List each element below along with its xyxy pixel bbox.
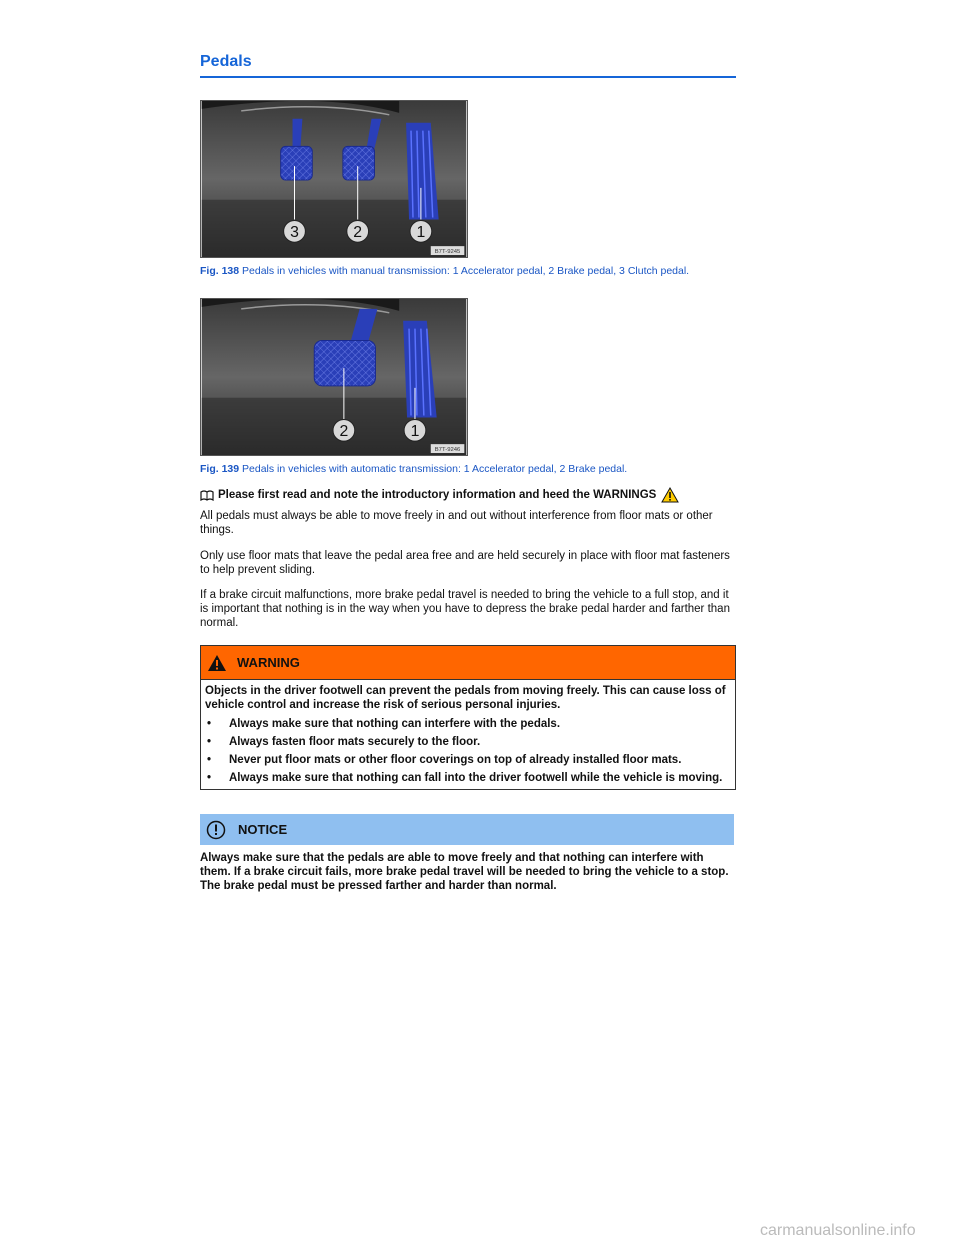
section-title: Pedals — [200, 52, 736, 78]
book-icon — [200, 490, 214, 501]
notice-box — [200, 814, 734, 893]
figure-number: Fig. 139 — [200, 463, 240, 475]
warning-bullet: • Never put floor mats or other floor coverings on top of already installed floor mats. — [207, 754, 682, 766]
manual-transmission-pedals-image — [200, 100, 468, 258]
warning-header — [201, 646, 735, 680]
notice-text: Always make sure that the pedals are able to move freely and that nothing can interfere with them. If a brake circuit fails, more brake pedal travel will be needed to bring the vehicle to a stop. The brake pedal must be pressed farther and harder than normal. — [200, 852, 729, 892]
warning-body — [201, 680, 735, 789]
figure-caption — [200, 463, 736, 476]
image-code: B7T-9246 — [434, 447, 461, 454]
warning-triangle-icon — [207, 654, 227, 672]
paragraph: If a brake circuit malfunctions, more brake pedal travel is needed to bring the vehicle to a full stop, and it is important that nothing is in the way when you have to depress the brake pedal harder and farther than normal. — [200, 589, 730, 629]
page-content — [200, 52, 736, 893]
callout-1: 1 — [416, 224, 426, 242]
figure-caption-text: Pedals in vehicles with automatic transmission: 1 Accelerator pedal, 2 Brake pedal. — [239, 463, 628, 475]
exclamation-circle-icon — [206, 820, 226, 840]
figure-number: Fig. 138 — [200, 265, 240, 277]
paragraph: Only use floor mats that leave the pedal area free and are held securely in place with floor mat fasteners to help prevent sliding. — [200, 549, 730, 576]
image-code: B7T-9245 — [434, 249, 461, 256]
callout-2: 2 — [339, 423, 349, 441]
callout-1: 1 — [410, 423, 420, 441]
figure-139 — [200, 298, 736, 476]
warning-bullet: • Always make sure that nothing can fall into the driver footwell while the vehicle is moving. — [207, 772, 723, 784]
figure-caption-text: Pedals in vehicles with manual transmission: 1 Accelerator pedal, 2 Brake pedal, 3 Clutch pedal. — [239, 265, 690, 277]
warning-box — [200, 645, 736, 790]
warning-bullet: • Always make sure that nothing can interfere with the pedals. — [207, 718, 561, 730]
callout-2: 2 — [353, 224, 363, 242]
notice-header — [200, 814, 734, 845]
watermark: carmanualsonline.info — [760, 1222, 916, 1239]
notice-label: NOTICE — [238, 822, 288, 837]
warning-triangle-icon — [661, 487, 679, 503]
figure-138 — [200, 100, 736, 278]
warning-lead: Objects in the driver footwell can prevent the pedals from moving freely. This can cause loss of vehicle control and increase the risk of serious personal injuries. — [205, 685, 726, 711]
intro-note — [200, 487, 736, 503]
callout-3: 3 — [290, 224, 299, 242]
figure-caption — [200, 265, 736, 278]
warning-label: WARNING — [237, 655, 300, 670]
automatic-transmission-pedals-image — [200, 298, 468, 456]
paragraph: All pedals must always be able to move freely in and out without interference from floor mats or other things. — [200, 510, 713, 536]
intro-note-text: Please first read and note the introductory information and heed the WARNINGS — [218, 488, 657, 501]
warning-bullet: • Always fasten floor mats securely to the floor. — [207, 736, 481, 748]
